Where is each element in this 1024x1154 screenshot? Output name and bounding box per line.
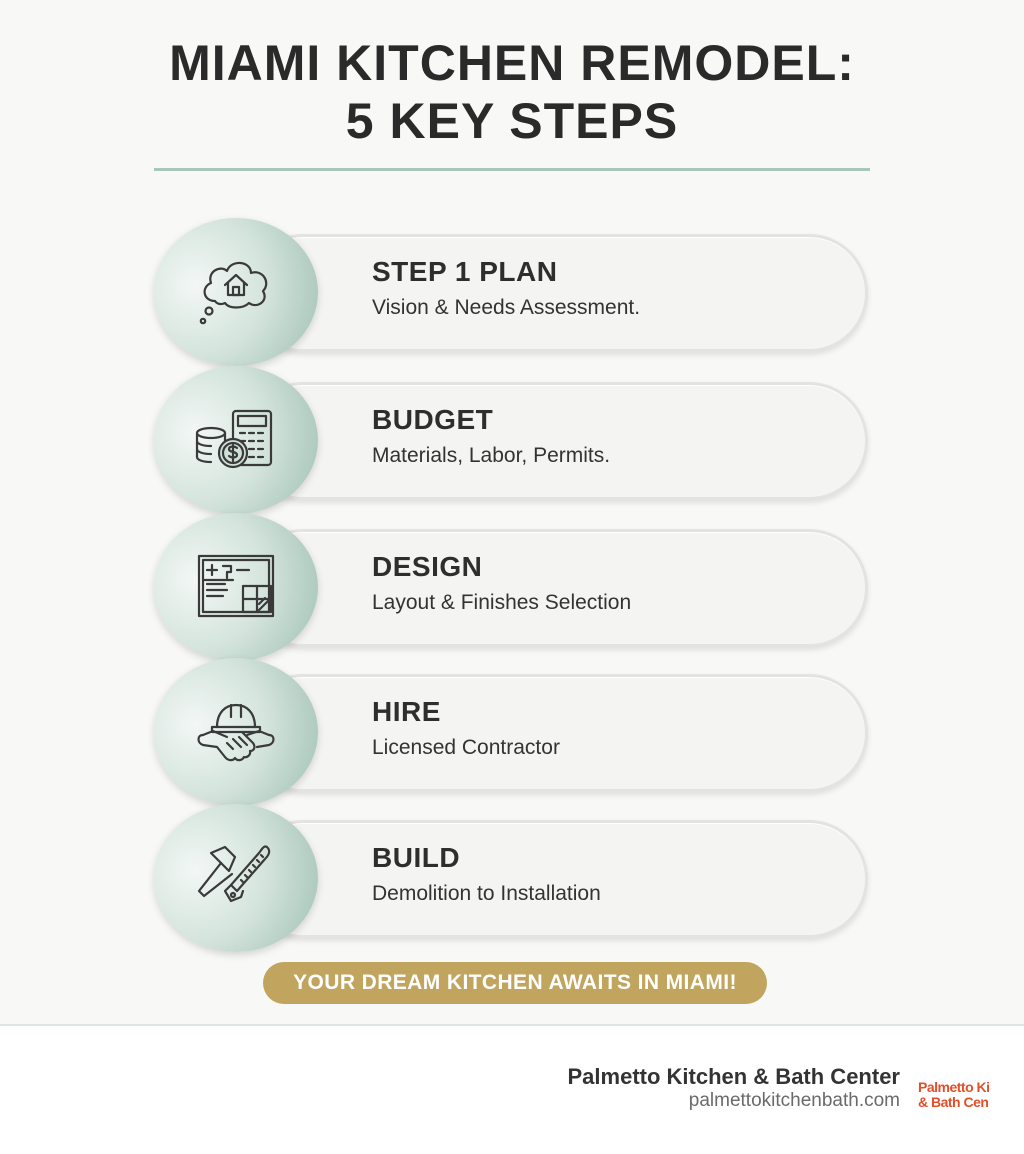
company-logo — [918, 1080, 1004, 1114]
step-icon-circle — [154, 513, 318, 661]
step-pill — [244, 382, 868, 500]
step-description: Demolition to Installation — [372, 882, 601, 905]
title-line-2: 5 KEY STEPS — [345, 93, 679, 149]
step-description: Licensed Contractor — [372, 736, 560, 759]
step-pill — [244, 820, 868, 938]
step-card-build — [154, 804, 872, 952]
step-pill — [244, 529, 868, 647]
hardhat-handshake-icon — [191, 687, 281, 777]
logo-line-1: Palmetto Ki — [918, 1080, 990, 1095]
step-description: Materials, Labor, Permits. — [372, 444, 611, 467]
title-divider — [154, 168, 870, 171]
step-title: BUDGET — [372, 404, 494, 435]
step-card-hire — [154, 658, 872, 806]
step-card-budget — [154, 366, 872, 514]
step-icon-circle — [154, 804, 318, 952]
step-title: BUILD — [372, 842, 461, 873]
step-pill — [244, 674, 868, 792]
step-title: HIRE — [372, 696, 441, 727]
cta-banner: YOUR DREAM KITCHEN AWAITS IN MIAMI! — [263, 962, 767, 1004]
page-title — [0, 34, 1024, 150]
step-icon-circle — [154, 658, 318, 806]
step-card-plan — [154, 218, 872, 366]
website-link[interactable]: palmettokitchenbath.com — [688, 1090, 900, 1111]
step-card-design — [154, 513, 872, 661]
step-pill — [244, 234, 868, 352]
step-icon-circle — [154, 366, 318, 514]
step-icon-circle — [154, 218, 318, 366]
logo-line-2: & Bath Cen — [918, 1094, 989, 1110]
blueprint-icon — [191, 542, 281, 632]
company-name: Palmetto Kitchen & Bath Center — [567, 1064, 900, 1089]
step-title: DESIGN — [372, 551, 483, 582]
step-description: Vision & Needs Assessment. — [372, 296, 641, 319]
title-line-1: MIAMI KITCHEN REMODEL: — [169, 35, 855, 91]
step-title: STEP 1 PLAN — [372, 256, 558, 287]
hammer-saw-icon — [191, 833, 281, 923]
step-description: Layout & Finishes Selection — [372, 591, 632, 614]
coins-calculator-icon — [191, 395, 281, 485]
house-thought-bubble-icon — [191, 247, 281, 337]
